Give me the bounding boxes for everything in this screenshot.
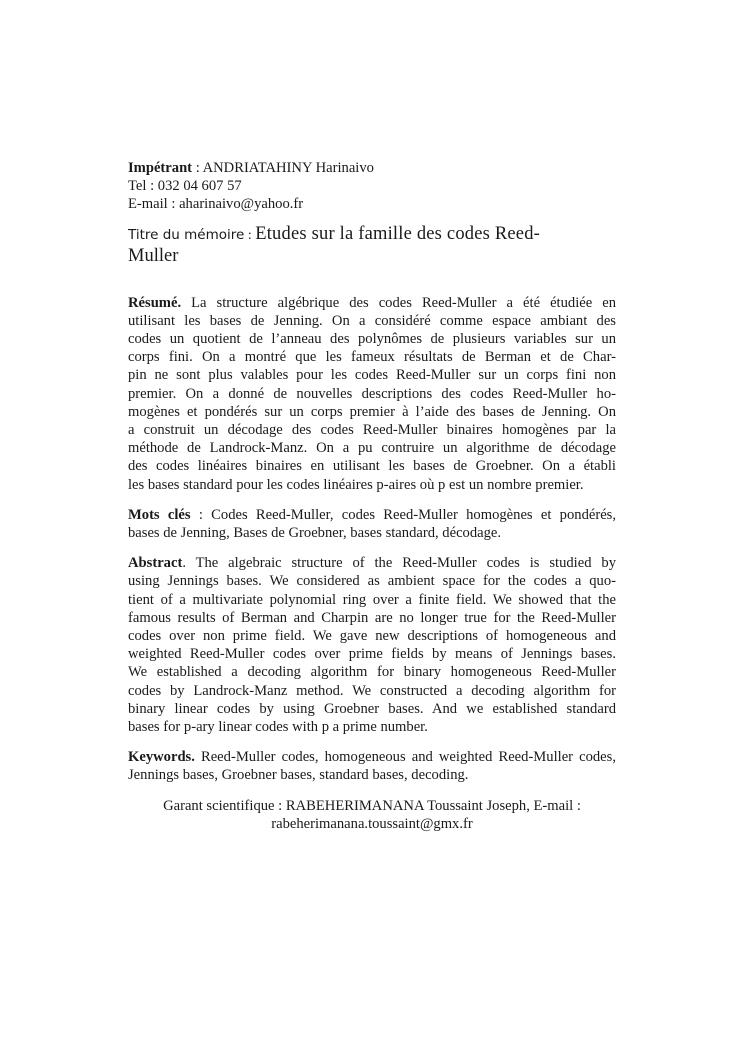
resume-line: mogènes et pondérés sur un corps premier à l’aide des bases de Jenning. On [128, 403, 616, 420]
applicant-label: Impétrant [128, 160, 193, 176]
applicant-tel: Tel : 032 04 607 57 [128, 178, 242, 195]
keywords-paragraph [128, 748, 616, 784]
applicant-block [128, 159, 616, 214]
resume-line: codes un quotient de l’anneau des polynômes de plusieurs variables sur un [128, 331, 616, 348]
thesis-title-sep: : [244, 227, 256, 243]
resume-line: utilisant les bases de Jenning. On a considéré comme espace ambiant des [128, 312, 616, 329]
applicant-sep: : [192, 160, 203, 176]
guarantor-line1: Garant scientifique : RABEHERIMANANA Toussaint Joseph, E-mail : [163, 797, 581, 814]
abstract-line: weighted Reed-Muller codes over prime fields by means of Jennings bases. [128, 646, 616, 663]
resume-line: corps fini. On a montré que les fameux résultats de Berman et de Char- [128, 349, 616, 366]
abstract-line: codes by Landrock-Manz method. We constructed a decoding algorithm for [128, 682, 616, 699]
resume-line: premier. On a donné de nouvelles descriptions des codes Reed-Muller ho- [128, 385, 616, 402]
mots-cles-paragraph [128, 506, 616, 542]
abstract-line: tient of a multivariate polynomial ring over a finite field. We showed that the [128, 591, 616, 608]
applicant-name: ANDRIATAHINY Harinaivo [202, 160, 374, 176]
resume-line: a construit un décodage des codes Reed-Muller binaires homogènes par la [128, 422, 616, 439]
abstract-paragraph [128, 554, 616, 736]
abstract-line: using Jennings bases. We considered as ambient space for the codes a quo- [128, 573, 616, 590]
resume-line: Résumé. La structure algébrique des codes Reed-Muller a été étudiée en [128, 294, 616, 311]
resume-line: méthode de Landrock-Manz. On a pu contruire un algorithme de décodage [128, 440, 616, 457]
mots-cles-line: Mots clés : Codes Reed-Muller, codes Reed-Muller homogènes et pondérés, [128, 506, 617, 523]
keywords-line: Keywords. Reed-Muller codes, homogeneous and weighted Reed-Muller codes, [128, 749, 616, 766]
abstract-line: famous results of Berman and Charpin are no longer true for the Reed-Muller [128, 609, 616, 626]
keywords-label: Keywords. [128, 749, 195, 766]
resume-label: Résumé. [128, 294, 182, 311]
guarantor-block [128, 797, 616, 833]
abstract-line: codes over non prime field. We gave new descriptions of homogeneous and [128, 628, 616, 645]
thesis-title-label: Titre du mémoire [128, 226, 245, 243]
abstract-line: Abstract. The algebraic structure of the Reed-Muller codes is studied by [128, 555, 616, 572]
thesis-title-line1: Etudes sur la famille des codes Reed- [255, 223, 541, 244]
resume-line: des codes linéaires binaires en utilisant les bases de Groebner. On a établi [128, 458, 616, 475]
guarantor-email: rabeherimanana.toussaint@gmx.fr [271, 815, 473, 832]
thesis-summary-page [128, 159, 616, 833]
abstract-label: Abstract [128, 555, 183, 572]
resume-line: les bases standard pour les codes linéaires p-aires où p est un nombre premier. [128, 476, 584, 493]
resume-line: pin ne sont plus valables pour les codes Reed-Muller sur un corps fini non [128, 367, 616, 384]
mots-cles-label: Mots clés [128, 506, 191, 523]
thesis-title-block [128, 224, 616, 266]
applicant-line [128, 159, 616, 177]
abstract-line: We established a decoding algorithm for binary homogeneous Reed-Muller [128, 664, 616, 681]
resume-paragraph [128, 294, 616, 494]
abstract-line: bases for p-ary linear codes with p a prime number. [128, 719, 428, 736]
thesis-title-line2: Muller [128, 245, 179, 266]
keywords-line: Jennings bases, Groebner bases, standard bases, decoding. [128, 767, 469, 784]
thesis-title-row [128, 224, 616, 246]
mots-cles-line: bases de Jenning, Bases de Groebner, bases standard, décodage. [128, 525, 502, 542]
abstract-line: binary linear codes by using Groebner bases. And we established standard [128, 700, 616, 717]
applicant-email: E-mail : aharinaivo@yahoo.fr [128, 196, 304, 213]
